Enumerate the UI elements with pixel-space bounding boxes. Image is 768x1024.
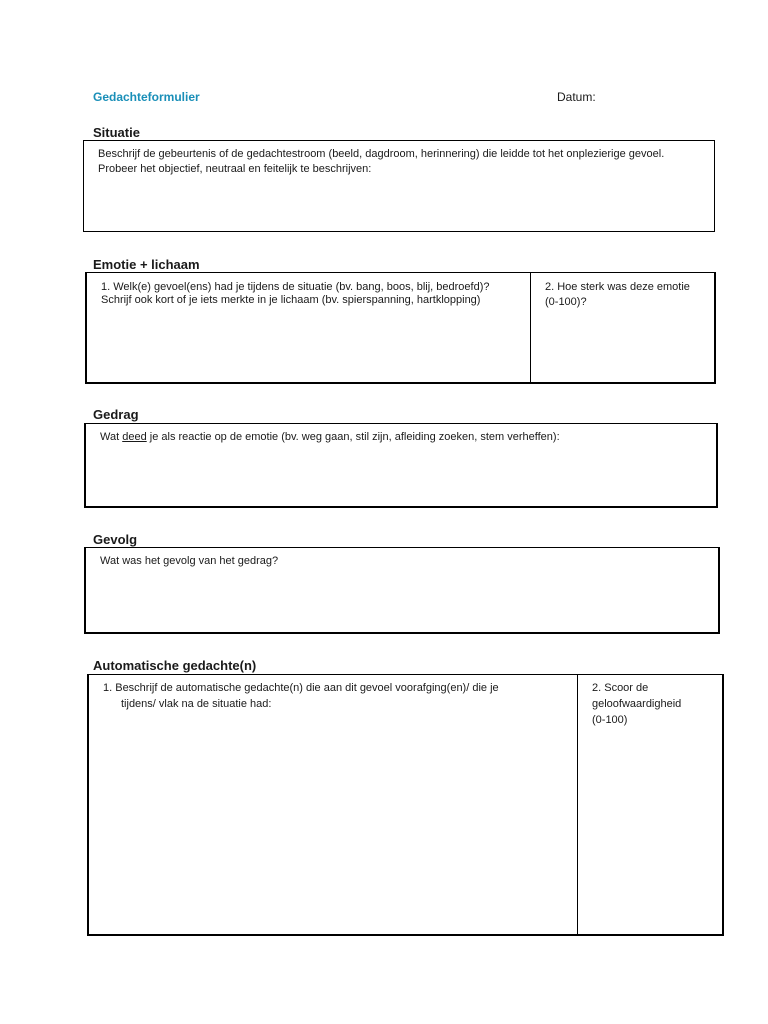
emotie-intensity-cell[interactable] [531, 273, 714, 382]
gevolg-heading: Gevolg [93, 532, 138, 547]
automatisch-prompt-2-line3: (0-100) [592, 714, 628, 726]
situatie-box[interactable] [83, 140, 715, 232]
automatisch-prompt-1-line1: 1. Beschrijf de automatische gedachte(n) die aan dit gevoel voorafging(en)/ die je [103, 682, 499, 694]
situatie-prompt: Beschrijf de gebeurtenis of de gedachtestroom (beeld, dagdroom, herinnering) die leidde tot het onplezierige gevoel. Probeer het objectief, neutraal en feitelijk te beschrijven: [98, 148, 665, 175]
automatisch-prompt-1-line2: tijdens/ vlak na de situatie had: [121, 698, 272, 710]
automatisch-score-cell[interactable] [578, 675, 722, 934]
automatisch-thoughts-cell[interactable] [89, 675, 577, 934]
date-label: Datum: [557, 90, 596, 104]
situatie-heading: Situatie [93, 125, 140, 140]
gedrag-prompt-after: je als reactie op de emotie (bv. weg gaan, stil zijn, afleiding zoeken, stem verheffen): [146, 431, 560, 443]
emotie-heading: Emotie + lichaam [93, 257, 200, 272]
gedrag-prompt-before: Wat [100, 431, 123, 443]
emotie-feeling-cell[interactable] [87, 273, 530, 382]
gevolg-box[interactable] [84, 547, 720, 634]
automatisch-box [87, 674, 724, 936]
emotie-prompt-1-line2: Schrijf ook kort of je iets merkte in je lichaam (bv. spierspanning, hartklopping) [101, 294, 481, 306]
automatisch-prompt-2-line1: 2. Scoor de [592, 682, 649, 694]
emotie-prompt-1-line1: 1. Welk(e) gevoel(ens) had je tijdens de situatie (bv. bang, boos, blij, bedroefd)? [101, 281, 490, 293]
automatisch-heading: Automatische gedachte(n) [93, 658, 257, 673]
gedrag-prompt-underlined: deed [122, 431, 147, 443]
form-title: Gedachteformulier [93, 90, 200, 104]
gedrag-prompt [100, 430, 560, 445]
gevolg-prompt: Wat was het gevolg van het gedrag? [100, 555, 279, 567]
automatisch-prompt-2-line2: geloofwaardigheid [592, 698, 682, 710]
emotie-box [85, 272, 716, 384]
emotie-prompt-2: 2. Hoe sterk was deze emotie (0-100)? [545, 281, 690, 308]
gedrag-heading: Gedrag [93, 407, 139, 422]
gedrag-box[interactable] [84, 423, 718, 508]
